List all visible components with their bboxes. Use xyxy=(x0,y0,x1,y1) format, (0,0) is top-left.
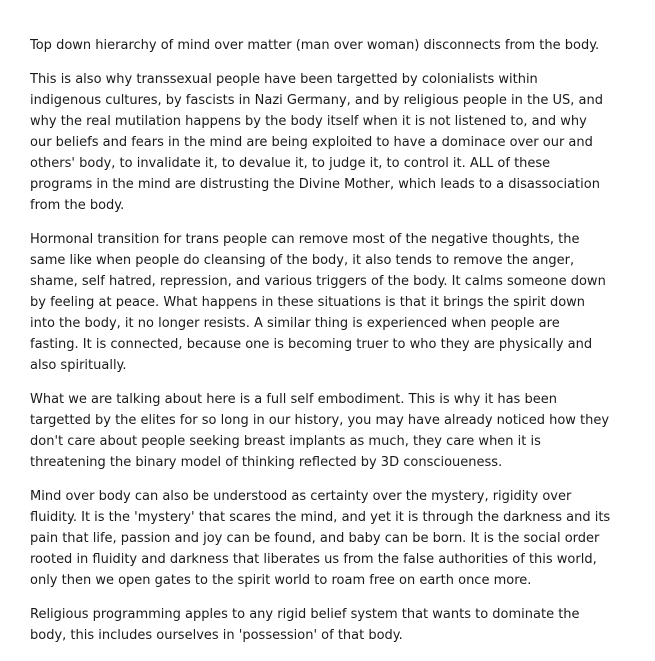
paragraph-5: Mind over body can also be understood as certainty over the mystery, rigidity over fluidity. It is the 'mystery' that scares the mind, and yet it is through the darkness and its pain that life, passion and joy can be found, and baby can be born. It is the social order rooted in fluidity and darkness that liberates us from the false authorities of this world, only then we open gates to the spirit world to roam free on earth once more. xyxy=(30,489,611,588)
paragraph-2: This is also why transsexual people have been targetted by colonialists within indigenous cultures, by fascists in Nazi Germany, and by religious people in the US, and why the real mutilation happens by the body itself when it is not listened to, and why our beliefs and fears in the mind are being exploited to have a dominace over our and others' body, to invalidate it, to devalue it, to judge it, to control it. ALL of these programs in the mind are distrusting the Divine Mother, which leads to a disassociation from the body. xyxy=(30,72,603,213)
paragraph-3: Hormonal transition for trans people can remove most of the negative thoughts, the same like when people do cleansing of the body, it also tends to remove the anger, shame, self hatred, repression, and various triggers of the body. It calms someone down by feeling at peace. What happens in these situations is that it brings the spirit down into the body, it no longer resists. A similar thing is experienced when people are fasting. It is connected, because one is becoming truer to who they are physically and also spiritually. xyxy=(30,232,606,373)
paragraph-1: Top down hierarchy of mind over matter (man over woman) disconnects from the body. xyxy=(30,38,600,53)
paragraph-6: Religious programming apples to any rigid belief system that wants to dominate the body, this includes ourselves in 'possession' of that body. xyxy=(30,607,580,643)
paragraph-4: What we are talking about here is a full self embodiment. This is why it has been targetted by the elites for so long in our history, you may have already noticed how they don't care about people seeking breast implants as much, they care when it is threatening the binary model of thinking reflected by 3D conscioueness. xyxy=(30,392,610,470)
